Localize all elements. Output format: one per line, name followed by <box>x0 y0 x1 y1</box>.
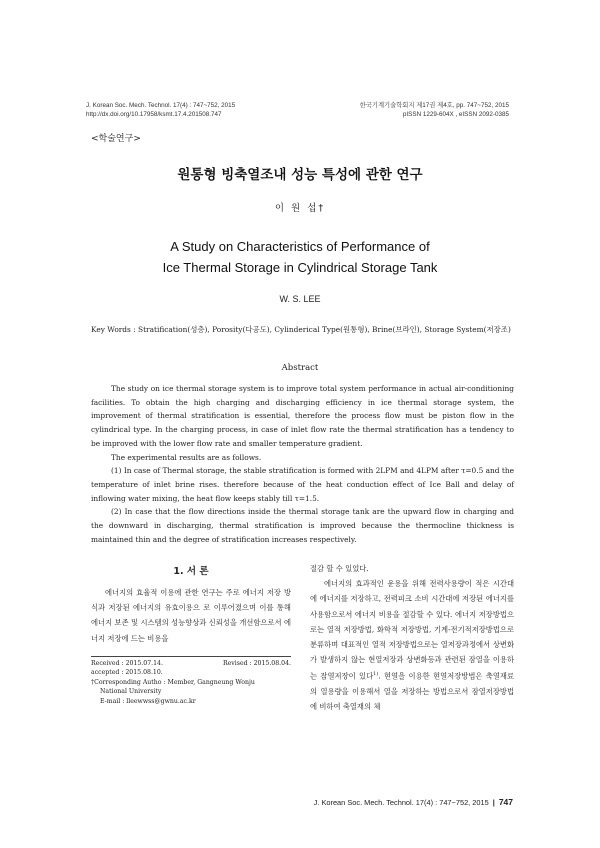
article-category: <학술연구> <box>91 134 141 144</box>
right-column-text <box>310 561 514 714</box>
journal-header-left <box>86 101 235 119</box>
page-number: 747 <box>498 797 513 807</box>
reference-superscript[interactable]: 1) <box>373 671 379 678</box>
issn: pISSN 1229-604X , eISSN 2092-0385 <box>402 111 509 118</box>
corresponding-author: †Corresponding Autho : Member, Gangneung Wonju <box>91 678 255 686</box>
abstract-paragraph: (2) In case that the flow directions inside the thermal storage tank are the upward flow in charging and the downward in discharging, thermal stratification is improved because the thermocline thickness is maintained thin and the degree of stratification increases respectively. <box>91 507 514 544</box>
footnote <box>91 659 291 706</box>
section-heading-introduction: 1. 서 론 <box>173 566 209 577</box>
body-text: . 현열을 이용한 현열저장방법은 축열재료의 열용량을 이용해서 열을 저장하는 방법으로서 잠열저장방법에 비하여 축열재의 체 <box>310 671 514 712</box>
received-date: Received : 2015.07.14. <box>91 660 163 667</box>
page-footer <box>314 797 513 807</box>
author-korean: 이 원 섭† <box>274 203 326 214</box>
footer-citation: J. Korean Soc. Mech. Technol. 17(4) : 747~752, 2015 <box>313 797 489 807</box>
accepted-date: accepted : 2015.08.10. <box>91 669 163 677</box>
title-english-line2: Ice Thermal Storage in Cylindrical Storage Tank <box>162 260 438 275</box>
title-english <box>0 236 600 278</box>
abstract-paragraph: The study on ice thermal storage system is to improve total system performance in actual air-conditioning facilities. To obtain the high charging and discharging efficiency in ice thermal storage system, the improvement of thermal stratification is essential, therefore the process flow must be piston flow in the cylindrical type. In the charging process, in case of inlet flow rate the thermal stratification has a tendency to be improved with the lower flow rate and smaller temperature gradient. <box>91 384 514 448</box>
abstract-heading: Abstract <box>281 363 319 373</box>
footer-separator: | <box>492 797 495 807</box>
abstract-paragraph: (1) In case of Thermal storage, the stable stratification is formed with 2LPM and 4LPM after τ=0.5 and the temperature of inlet brine rises. therefore because of the heat conduction effect of Ice Ball and delay of inflowing water mixing, the heat flow keeps stably till τ=1.5. <box>91 466 514 503</box>
abstract-paragraph: The experimental results are as follows. <box>111 452 262 462</box>
revised-date: Revised : 2015.08.04. <box>222 660 291 667</box>
journal-citation: J. Korean Soc. Mech. Technol. 17(4) : 747~752, 2015 <box>86 102 236 109</box>
body-paragraph: 절감 할 수 있었다. <box>310 564 369 573</box>
title-english-line1: A Study on Characteristics of Performance of <box>170 239 430 254</box>
left-column-text <box>91 585 291 646</box>
title-korean: 원통형 빙축열조내 성능 특성에 관한 연구 <box>177 167 423 183</box>
body-text: 에너지의 효과적인 운용을 위해 전력사용량이 적은 시간대에 에너지를 저장하고, 전력피크 소비 시간대에 저장된 에너지를 사용함으로서 에너지 비용을 절감할 수 있다. 에너지 저장방법으로는 열적 저장방법, 화학적 저장방법, 기계-전기적저장방법으로 분류하며 대표적인 열적 저장방법으로는 열저장과정에서 상변화가 발생하지 않는 현열저장과 상변화등과 관련된 잠열을 이용하는 잠열저장이 있다 <box>310 579 514 681</box>
body-paragraph: 에너지의 효율적 이용에 관한 연구는 주로 에너지 저장 방식과 저장된 에너지의 유효이용으 로 이루어졌으며 이를 통해 에너지 보존 및 시스템의 성능향상과 신뢰성을 개선함으로서 에너지 저장에 드는 비용을 <box>91 588 291 643</box>
abstract-body <box>91 382 514 546</box>
body-paragraph <box>310 576 514 714</box>
affiliation: National University <box>100 688 162 696</box>
keywords: Key Words : Stratification(성층), Porosity(다공도), Cylinderical Type(원통형), Brine(브라인), Storage System(저장조) <box>91 325 511 334</box>
footnote-divider <box>91 656 291 657</box>
journal-citation-korean: 한국기계기술학회지 제17권 제4호, pp. 747~752, 2015 <box>359 102 509 109</box>
journal-header-right <box>360 101 509 119</box>
footnote-dates <box>91 659 291 668</box>
doi-link[interactable]: http://dx.doi.org/10.17958/ksmt.17.4.201508.747 <box>86 111 222 118</box>
author-english: W. S. LEE <box>279 294 321 304</box>
author-email[interactable]: E-mail : lleewwss@gwnu.ac.kr <box>100 697 196 705</box>
